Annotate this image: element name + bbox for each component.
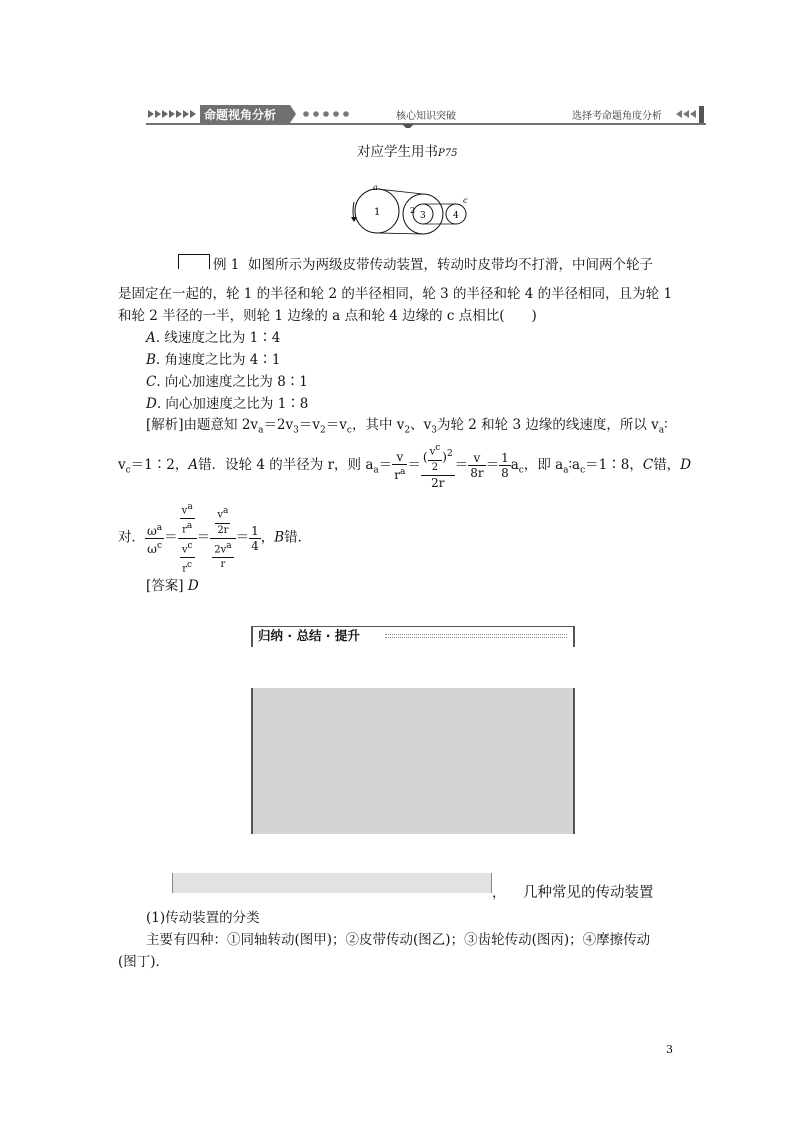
label-2: 2 [410, 206, 416, 215]
belt-drive-diagram [350, 184, 475, 236]
option-a: A. 线速度之比为 1∶4 [146, 330, 281, 346]
label-3: 3 [420, 211, 426, 221]
body-paragraph-line-2: (图丁)． [118, 954, 170, 970]
label-1: 1 [374, 207, 381, 218]
fraction-one-eighth: $\frac{1}{8}$ [501, 451, 509, 480]
fraction-squared: ( $\frac{v^c}{2}$ )$^2$ 2r [422, 443, 453, 490]
example-line-2: 是固定在一起的，轮 1 的半径和轮 2 的半径相同，轮 3 的半径和轮 4 的半径相同，且为轮 1 [118, 286, 673, 302]
summary-gray-box [251, 688, 575, 834]
header-center-tab: 核心知识突破 [396, 111, 456, 122]
page-number: 3 [666, 1043, 673, 1056]
body-paragraph-line-1: 主要有四种：①同轴转动(图甲)；②皮带传动(图乙)；③齿轮传动(图丙)；④摩擦传动 [146, 932, 651, 948]
example-line-1: 例 1 如图所示为两级皮带传动装置，转动时皮带均不打滑，中间两个轮子 [213, 257, 653, 273]
summary-dotted-rule [385, 634, 567, 638]
section-title: 几种常见的传动装置 [523, 885, 654, 901]
header-band [146, 104, 706, 124]
label-c: c [463, 196, 468, 205]
fraction-v-over-r: $\frac{v}{r^a}$ [394, 449, 406, 482]
label-a: a [373, 184, 378, 192]
reference-line [357, 141, 457, 165]
fraction-h: $\frac{\frac{v^a}{2r}}{\frac{2v^a}{r}}$ [210, 504, 235, 572]
example-line-3: 和轮 2 半径的一半，则轮 1 边缘的 a 点和轮 4 边缘的 c 点相比( ) [118, 308, 537, 324]
section-gray-bar [172, 873, 492, 893]
analysis-line-1: [解析]由题意知 $2v_a=2v_3=v_2=v_c$，其中 $v_2$、$v_3$为轮 2 和轮 3 边缘的线速度，所以 $v_a∶$ [146, 417, 668, 436]
option-d: D. 向心加速度之比为 1∶8 [146, 396, 309, 412]
body-heading: (1)传动装置的分类 [146, 910, 260, 926]
fraction-one-quarter: $\frac{1}{4}$ [251, 523, 259, 553]
answer-line: [答案] D [146, 578, 199, 594]
summary-title: 归纳 · 总结 · 提升 [258, 628, 360, 643]
option-b: B. 角速度之比为 4∶1 [146, 352, 281, 368]
reference-text: 对应学生用书 [357, 144, 438, 160]
example-box-mark [178, 254, 210, 269]
summary-header [251, 626, 575, 647]
example-label: 例 1 [213, 257, 240, 273]
option-c: C. 向心加速度之比为 8∶1 [146, 374, 308, 390]
analysis-line-3: 对． $\frac{\omega^a}{\omega^c}$ ＝ $\frac{\frac{v^a}{r^a}}{\frac{v^c}{r^c}}$ ＝ $\frac{\frac{v^a}{2r}}{\frac{2v^a}{r}}$ ＝ $\frac{1}{4}$ ，B错． [118, 502, 312, 575]
fraction-v-over-8r: $\frac{v}{8r}$ [470, 451, 484, 480]
label-4: 4 [453, 211, 459, 221]
header-left-tab: 命题视角分析 [204, 108, 277, 122]
header-right-tab: 选择考命题角度分析 [572, 111, 662, 122]
reference-page: P75 [438, 148, 458, 159]
analysis-line-2: $v_c=1∶2$，A错．设轮 4 的半径为 r，则 $a_a=$ $\frac{v}{r^a}$ ＝ ( $\frac{v^c}{2}$ )$^2$ 2r ＝ $\frac{v}{8r}$ ＝ $\frac{1}{8}$ $a_c$，即 $a_a∶a_c=1∶8$，C错，D [118, 443, 692, 490]
section-comma: ， [492, 885, 506, 901]
fraction-omega-ratio: $\frac{\omega^a}{\omega^c}$ [147, 522, 163, 556]
fraction-g: $\frac{\frac{v^a}{r^a}}{\frac{v^c}{r^c}}$ [178, 500, 197, 576]
